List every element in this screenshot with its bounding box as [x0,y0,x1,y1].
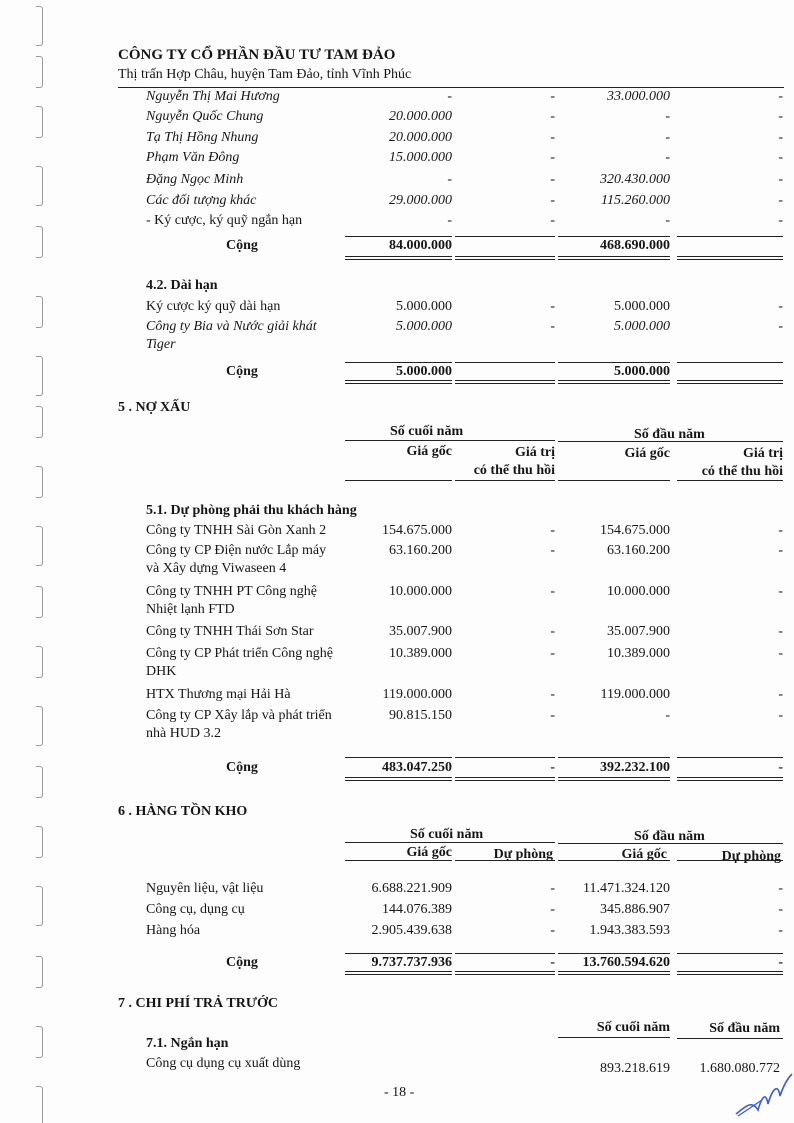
total-rule-top [455,953,555,954]
total-value: 13.760.594.620 [582,955,670,970]
row-value: - [778,624,783,639]
total-label: Cộng [226,760,258,775]
row-value: 10.000.000 [389,584,452,599]
total-rule-top [455,757,555,758]
row-value: 2.905.439.638 [371,923,452,938]
total-rule-double [455,256,555,260]
col-header-cost: Giá gốc [624,446,670,461]
col-header-recover: Giá trị [742,446,783,461]
row-value: 119.000.000 [382,687,452,702]
header-rule [345,860,452,861]
row-value: - [778,89,783,104]
group-header-begin: Số đầu năm [634,829,705,844]
row-label: Tiger [146,337,176,352]
row-value: 20.000.000 [389,109,452,124]
row-value: - [447,172,452,187]
row-label: Các đối tượng khác [146,193,257,208]
col-header-provision: Dự phòng [721,849,781,864]
row-value: - [550,646,555,661]
header-rule [558,860,670,861]
row-value: 893.218.619 [600,1061,670,1076]
section-5-1-title: 5.1. Dự phòng phải thu khách hàng [146,503,357,518]
row-value: - [778,584,783,599]
row-value: - [550,193,555,208]
section-4-2-title: 4.2. Dài hạn [146,278,218,293]
header-rule [345,440,555,441]
binder-hole [36,466,43,498]
row-label: DHK [146,664,177,679]
row-value: - [778,130,783,145]
header-rule [455,480,555,481]
row-value: 119.000.000 [600,687,670,702]
binder-hole [36,766,43,798]
binder-hole [36,586,43,618]
row-label: Nguyễn Quốc Chung [146,109,264,124]
row-value: - [550,584,555,599]
row-value: - [550,923,555,938]
row-label: Phạm Văn Đông [146,150,240,165]
row-value: 90.815.150 [389,708,452,723]
total-value: - [778,955,783,970]
row-value: 5.000.000 [396,319,452,334]
row-label: Công cụ dụng cụ xuất dùng [146,1056,301,1071]
row-label: Đặng Ngọc Minh [146,172,244,187]
binder-hole [36,1086,43,1123]
row-label: Công ty Bia và Nước giải khát [146,319,317,334]
row-label: Công ty TNHH PT Công nghệ [146,584,317,599]
row-value: - [550,881,555,896]
row-value: - [665,150,670,165]
row-value: - [550,624,555,639]
col-header-end: Số cuối năm [596,1020,670,1035]
row-value: - [778,543,783,558]
col-header-recover: có thể thu hồi [473,463,555,478]
total-rule-top [677,757,783,758]
row-value: - [665,213,670,228]
section-5-title: 5 . NỢ XẤU [118,400,191,415]
row-value: 10.389.000 [389,646,452,661]
total-rule-double [558,256,670,260]
row-value: 29.000.000 [389,193,452,208]
total-rule-double [455,380,555,384]
total-value: 84.000.000 [389,238,452,253]
col-header-provision: Dự phòng [493,847,553,862]
row-value: 144.076.389 [382,902,452,917]
row-value: 345.886.907 [600,902,670,917]
row-value: - [778,109,783,124]
header-rule [677,1038,783,1039]
total-rule-double [345,777,452,781]
row-label: Công ty CP Phát triển Công nghệ [146,646,333,661]
row-value: 35.007.900 [607,624,670,639]
total-rule-top [455,236,555,237]
row-label: Công ty CP Xây lắp và phát triển [146,708,332,723]
row-value: 11.471.324.120 [583,881,670,896]
section-6-title: 6 . HÀNG TỒN KHO [118,804,248,819]
binder-hole [36,956,43,988]
row-label: Công ty TNHH Thái Sơn Star [146,624,314,639]
row-value: 20.000.000 [389,130,452,145]
binder-hole [36,1026,43,1058]
row-value: - [778,902,783,917]
col-header-recover: có thể thu hồi [701,464,783,479]
section-7-1-title: 7.1. Ngắn hạn [146,1036,229,1051]
total-value: - [550,760,555,775]
row-label: - Ký cược, ký quỹ ngắn hạn [146,213,303,228]
row-value: - [778,523,783,538]
row-value: - [665,708,670,723]
total-value: 5.000.000 [396,364,452,379]
total-rule-top [677,362,783,363]
row-label: và Xây dựng Viwaseen 4 [146,561,287,576]
row-value: 1.943.383.593 [589,923,670,938]
binder-hole [36,6,43,46]
row-value: - [778,881,783,896]
row-value: 10.389.000 [607,646,670,661]
header-rule [345,842,555,843]
total-rule-double [677,971,783,975]
total-rule-double [455,971,555,975]
row-value: 33.000.000 [607,89,670,104]
total-rule-top [677,953,783,954]
row-label: Tạ Thị Hồng Nhung [146,130,259,145]
total-value: 483.047.250 [382,760,452,775]
row-label: Hàng hóa [146,923,201,938]
header-rule [677,480,783,481]
row-value: - [550,523,555,538]
row-value: - [550,130,555,145]
row-value: - [447,89,452,104]
binder-hole [36,826,43,858]
total-value: - [550,955,555,970]
row-value: 15.000.000 [389,150,452,165]
group-header-end: Số cuối năm [390,424,464,439]
binder-hole [36,706,43,746]
row-label: Nguyễn Thị Mai Hương [146,89,280,104]
header-rule [558,441,783,442]
row-label: Ký cược ký quỹ dài hạn [146,299,281,314]
total-value: 392.232.100 [600,760,670,775]
row-value: - [778,923,783,938]
total-rule-top [558,757,670,758]
row-value: - [550,172,555,187]
row-value: 10.000.000 [607,584,670,599]
header-rule [558,843,783,844]
total-value: - [778,760,783,775]
row-value: 154.675.000 [382,523,452,538]
total-rule-double [455,777,555,781]
total-rule-top [455,362,555,363]
binder-hole [36,646,43,678]
row-value: - [550,150,555,165]
group-header-begin: Số đầu năm [634,427,705,442]
col-header-begin: Số đầu năm [709,1021,780,1036]
row-value: 154.675.000 [600,523,670,538]
binder-hole [36,166,43,206]
company-name: CÔNG TY CỔ PHẦN ĐẦU TƯ TAM ĐẢO [118,47,396,63]
row-value: - [778,193,783,208]
total-label: Cộng [226,955,258,970]
row-value: 5.000.000 [614,319,670,334]
binder-hole [36,56,43,88]
row-value: - [550,319,555,334]
row-value: - [550,109,555,124]
row-label: nhà HUD 3.2 [146,726,222,741]
row-value: 5.000.000 [396,299,452,314]
total-rule-double [677,256,783,260]
row-value: 63.160.200 [607,543,670,558]
row-label: Công ty CP Điện nước Lắp máy [146,543,327,558]
col-header-cost: Giá gốc [406,444,452,459]
row-value: 320.430.000 [600,172,670,187]
row-value: - [550,708,555,723]
total-rule-top [345,757,452,758]
row-value: - [778,213,783,228]
row-value: - [778,172,783,187]
row-value: - [778,646,783,661]
total-rule-top [677,236,783,237]
row-value: 5.000.000 [614,299,670,314]
binder-hole [36,226,43,258]
col-header-cost: Giá gốc [621,847,667,862]
group-header-end: Số cuối năm [410,827,484,842]
binder-hole [36,106,43,138]
row-value: - [550,543,555,558]
row-value: - [665,130,670,145]
row-value: - [778,319,783,334]
row-label: Công ty TNHH Sài Gòn Xanh 2 [146,523,327,538]
row-value: 115.260.000 [601,193,670,208]
header-rule [677,860,783,861]
total-rule-double [345,256,452,260]
row-value: - [778,150,783,165]
row-value: - [778,708,783,723]
total-rule-double [677,380,783,384]
total-value: 468.690.000 [600,238,670,253]
total-label: Cộng [226,238,258,253]
row-value: - [778,299,783,314]
row-value: - [550,299,555,314]
col-header-cost: Giá gốc [406,845,452,860]
header-rule [455,860,555,861]
total-label: Cộng [226,364,258,379]
col-header-recover: Giá trị [514,445,555,460]
header-rule [345,480,452,481]
binder-hole [36,886,43,926]
row-value: 6.688.221.909 [371,881,452,896]
row-value: - [665,109,670,124]
row-label: Nguyên liệu, vật liệu [146,881,264,896]
row-value: 35.007.900 [389,624,452,639]
total-rule-double [558,777,670,781]
row-value: - [550,213,555,228]
row-label: Công cụ, dụng cụ [146,902,245,917]
row-value: - [447,213,452,228]
total-value: 5.000.000 [614,364,670,379]
binder-hole [36,526,43,566]
company-address: Thị trấn Hợp Châu, huyện Tam Đảo, tỉnh Vĩnh Phúc [118,67,412,82]
page-number: - 18 - [384,1085,415,1100]
binder-hole [36,296,43,328]
row-value: 1.680.080.772 [699,1061,780,1076]
total-rule-double [677,777,783,781]
row-value: - [550,89,555,104]
header-rule [558,1037,670,1038]
binder-hole [36,406,43,438]
section-7-title: 7 . CHI PHÍ TRẢ TRƯỚC [118,996,278,1011]
row-value: - [550,902,555,917]
row-label: HTX Thương mại Hải Hà [146,687,291,702]
header-rule [558,480,670,481]
row-label: Nhiệt lạnh FTD [146,602,235,617]
total-value: 9.737.737.936 [371,955,452,970]
row-value: - [778,687,783,702]
row-value: - [550,687,555,702]
binder-hole [36,356,43,396]
row-value: 63.160.200 [389,543,452,558]
